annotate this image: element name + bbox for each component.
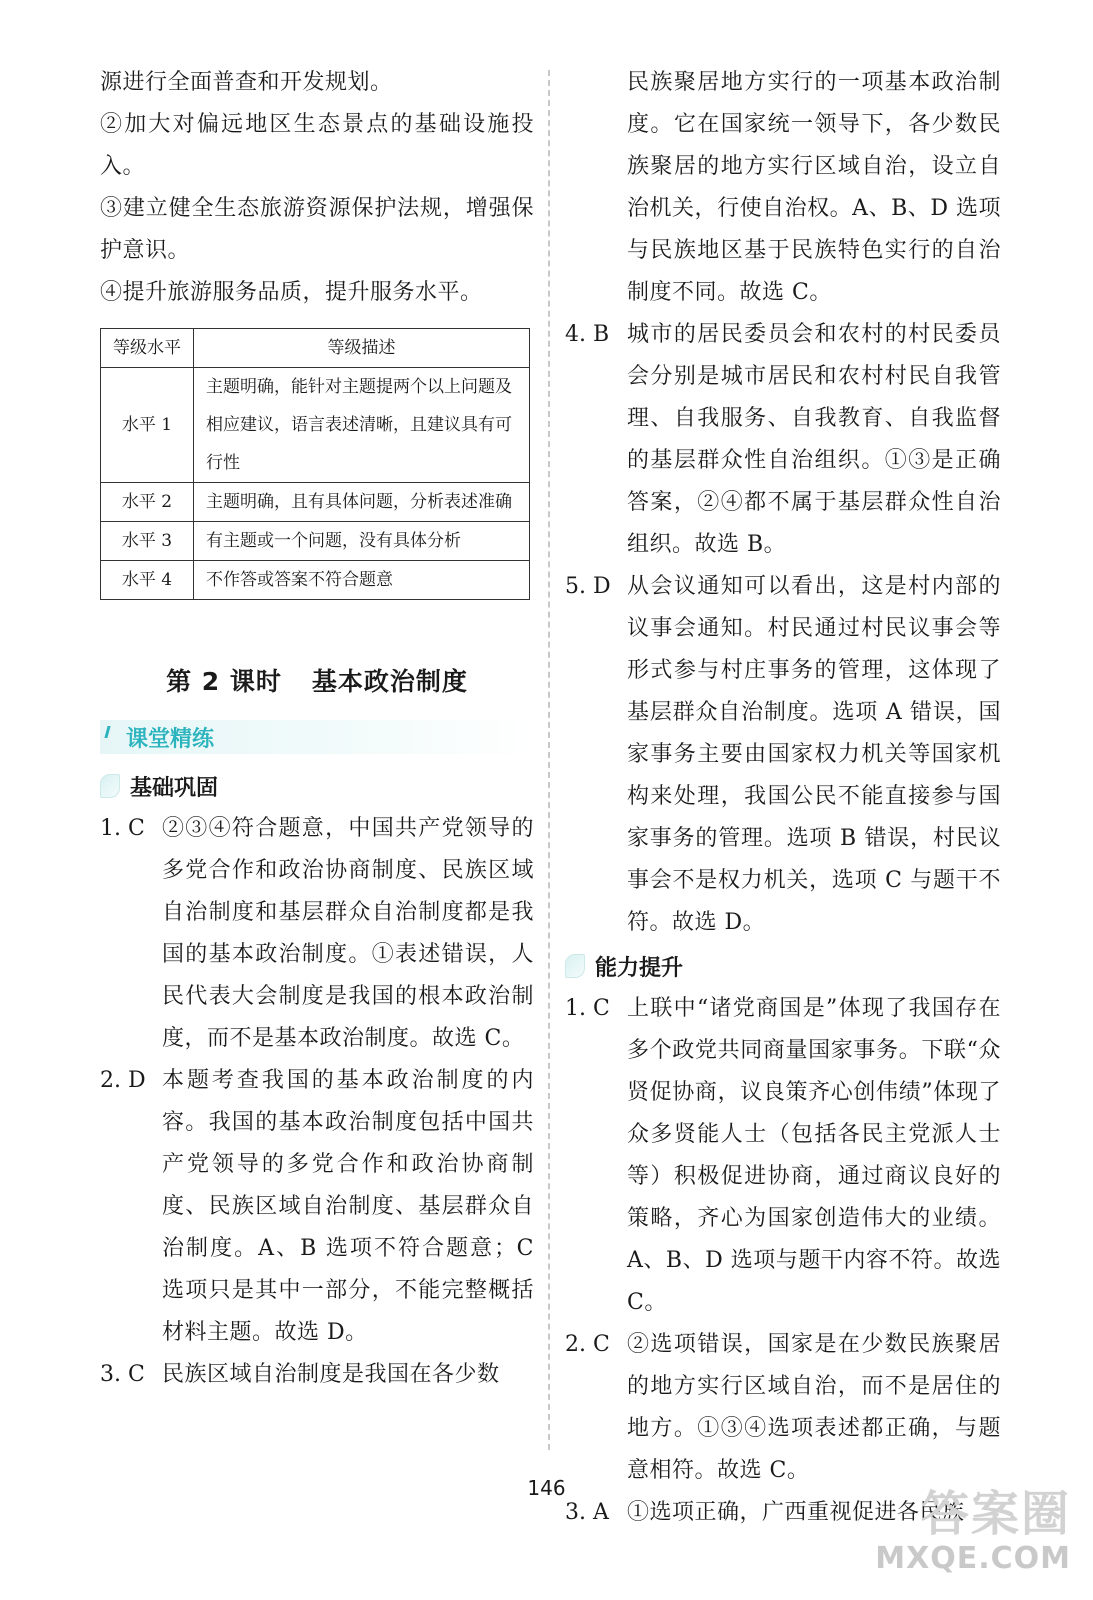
intro-line-1: 源进行全面普查和开发规划。 [100, 70, 393, 95]
table-row [101, 483, 530, 522]
table-cell-level: 水平 2 [101, 483, 194, 522]
item-answer: D [593, 574, 611, 599]
subsection-heading [565, 944, 1001, 988]
table-cell-level: 水平 3 [101, 522, 194, 561]
intro-line-2: ②加大对偏远地区生态景点的基础设施投入。 [100, 112, 534, 179]
section-banner [100, 720, 534, 754]
watermark-logo: 答案圈 [920, 1486, 1071, 1542]
item-explanation: ②选项错误，国家是在少数民族聚居的地方实行区域自治，而不是居住的地方。①③④选项表述都正确，与题意相符。故选 C。 [627, 1332, 1001, 1483]
grading-table [100, 328, 530, 600]
subsection-label: 能力提升 [595, 955, 684, 981]
answer-item [565, 314, 1001, 566]
leaf-bullet-icon [565, 954, 585, 978]
item-explanation: 民族区域自治制度是我国在各少数 [162, 1362, 500, 1387]
watermark-url: MXQE.COM [875, 1541, 1071, 1576]
item-explanation: 上联中“诸党商国是”体现了我国存在多个政党共同商量国家事务。下联“众贤促协商，议良策齐心创伟绩”体现了众多贤能人士（包括各民主党派人士等）积极促进协商，通过商议良好的策略，齐心为国家创造伟大的业绩。A、B、D 选项与题干内容不符。故选 C。 [627, 996, 1001, 1315]
item-number: 3. [565, 1500, 586, 1525]
item-number: 1. [100, 816, 121, 841]
left-column [100, 62, 534, 1396]
item-number: 5. [565, 574, 586, 599]
table-header-row [101, 329, 530, 368]
answer-item-continued [565, 62, 1001, 314]
table-cell-desc: 不作答或答案不符合题意 [194, 561, 530, 600]
subsection-label: 基础巩固 [130, 775, 219, 801]
table-row [101, 368, 530, 483]
item-number: 2. [100, 1068, 121, 1093]
answer-item [565, 1324, 1001, 1492]
item-explanation: 本题考查我国的基本政治制度的内容。我国的基本政治制度包括中国共产党领导的多党合作和政治协商制度、民族区域自治制度、基层群众自治制度。A、B 选项不符合题意；C 选项只是其中一部分，不能完整概括材料主题。故选 D。 [162, 1068, 534, 1345]
table-cell-level: 水平 1 [101, 368, 194, 483]
column-divider [548, 70, 550, 1450]
section-banner-label: 课堂精练 [126, 727, 215, 752]
right-column [565, 62, 1001, 1534]
table-row [101, 561, 530, 600]
lesson-name: 基本政治制度 [311, 667, 468, 696]
item-number: 2. [565, 1332, 586, 1357]
answer-item [565, 988, 1001, 1324]
table-cell-desc: 有主题或一个问题，没有具体分析 [194, 522, 530, 561]
lesson-title [100, 662, 534, 698]
item-number: 1. [565, 996, 586, 1021]
item-answer: A [593, 1500, 609, 1525]
item-explanation: ①选项正确，广西重视促进各民族 [627, 1500, 965, 1525]
item-answer: C [593, 1332, 610, 1357]
answer-item [565, 566, 1001, 944]
answer-item [100, 808, 534, 1060]
intro-line-4: ④提升旅游服务品质，提升服务水平。 [100, 280, 483, 305]
item-number: 3. [100, 1362, 121, 1387]
table-cell-desc: 主题明确，能针对主题提两个以上问题及相应建议，语言表述清晰，且建议具有可行性 [194, 368, 530, 483]
table-header-level: 等级水平 [101, 329, 194, 368]
subsection-heading [100, 764, 534, 808]
item-explanation: 从会议通知可以看出，这是村内部的议事会通知。村民通过村民议事会等形式参与村庄事务的管理，这体现了基层群众自治制度。选项 A 错误，国家事务主要由国家权力机关等国家机构来处理，我国公民不能直接参与国家事务的管理。选项 B 错误，村民议事会不是权力机关，选项 C 与题干不符。故选 D。 [627, 574, 1001, 935]
item-answer: C [593, 996, 610, 1021]
table-row [101, 522, 530, 561]
intro-line-3: ③建立健全生态旅游资源保护法规，增强保护意识。 [100, 196, 534, 263]
table-header-desc: 等级描述 [194, 329, 530, 368]
answer-item [100, 1060, 534, 1354]
item-number: 4. [565, 322, 586, 347]
item-explanation: ②③④符合题意，中国共产党领导的多党合作和政治协商制度、民族区域自治制度和基层群众自治制度都是我国的基本政治制度。①表述错误，人民代表大会制度是我国的根本政治制度，而不是基本政治制度。故选 C。 [162, 816, 534, 1051]
page-number: 146 [527, 1476, 566, 1500]
item-answer: B [593, 322, 610, 347]
table-cell-desc: 主题明确，且有具体问题，分析表述准确 [194, 483, 530, 522]
item-answer: D [128, 1068, 146, 1093]
banner-tick-icon [104, 726, 120, 738]
item-explanation-continued: 民族聚居地方实行的一项基本政治制度。它在国家统一领导下，各少数民族聚居的地方实行区域自治，设立自治机关，行使自治权。A、B、D 选项与民族地区基于民族特色实行的自治制度不同。故选 C。 [627, 70, 1001, 305]
watermark [871, 1486, 1071, 1586]
item-answer: C [128, 816, 145, 841]
answer-item [100, 1354, 534, 1396]
leaf-bullet-icon [100, 774, 120, 798]
item-answer: C [128, 1362, 145, 1387]
item-explanation: 城市的居民委员会和农村的村民委员会分别是城市居民和农村村民自我管理、自我服务、自我教育、自我监督的基层群众性自治组织。①③是正确答案，②④都不属于基层群众性自治组织。故选 B。 [627, 322, 1001, 557]
lesson-number: 第 2 课时 [166, 667, 282, 696]
table-cell-level: 水平 4 [101, 561, 194, 600]
